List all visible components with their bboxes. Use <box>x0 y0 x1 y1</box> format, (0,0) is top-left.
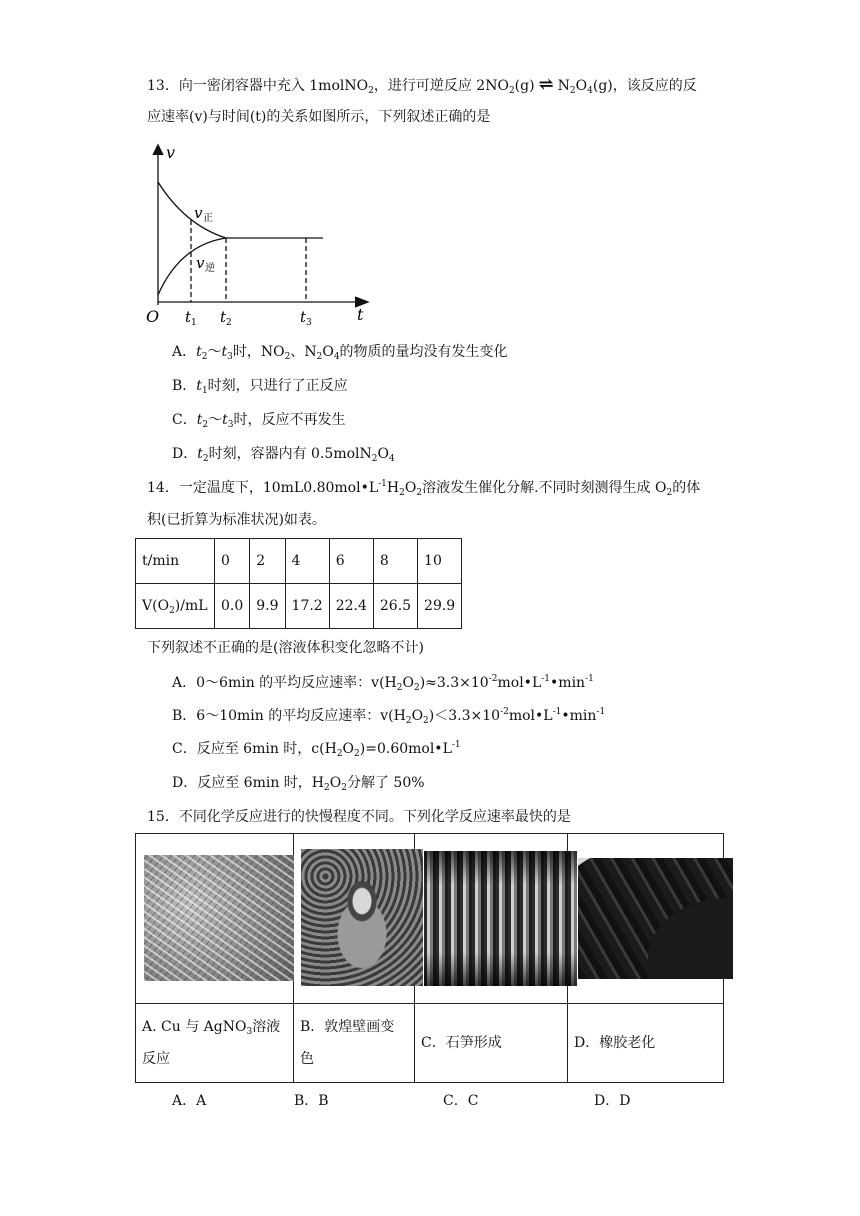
q15-stem: 15．不同化学反应进行的快慢程度不同。下列化学反应速率最快的是 <box>147 809 571 825</box>
equilibrium-arrow-icon: ⇌ <box>538 74 554 95</box>
q15-answer-d[interactable]: D．D <box>594 1093 631 1109</box>
rate-time-graph <box>140 140 380 330</box>
q15-answer-c[interactable]: C．C <box>443 1093 479 1109</box>
q14-option-d[interactable]: D．反应至 6min 时，$H_2O_2$分解了 50% <box>172 775 425 793</box>
q14-option-b[interactable]: B．6～10min 的平均反应速率：$v(H_2O_2)<3.3\times 10^{-2}mol•L^{-1}•\min^{-1}$ <box>172 707 606 726</box>
q13-option-d[interactable]: D．$t_2$时刻，容器内有 $0.5molN_2O_4$ <box>172 446 395 464</box>
table-cell: 17.2 <box>285 584 329 629</box>
v-forward-label: v <box>194 204 203 222</box>
q15-answer-a[interactable]: A．A <box>172 1093 207 1109</box>
dunhuang-mural-photo <box>301 849 423 986</box>
v-reverse-curve <box>158 238 226 295</box>
y-axis-label: v <box>166 143 176 162</box>
table-row <box>136 584 462 629</box>
q13-option-a[interactable]: A．$t_2\sim t_3$时，$NO_2$、$N_2O_4$的物质的量均没有发生变化 <box>172 344 508 362</box>
q13-option-c[interactable]: C．$t_2\sim t_3$时，反应不再发生 <box>172 412 346 430</box>
table-cell: 0 <box>215 539 250 584</box>
rubber-tire-photo <box>578 858 733 979</box>
table-cell: 0.0 <box>215 584 250 629</box>
table-header-cell: t/min <box>136 539 215 584</box>
q13-option-b[interactable]: B．$t_1$时刻，只进行了正反应 <box>172 378 348 396</box>
option-cell-a[interactable]: A. Cu 与 AgNO$_3$溶液 反应 <box>136 1004 294 1083</box>
table-row <box>136 539 462 584</box>
svg-text:2: 2 <box>226 318 232 328</box>
table-header-cell: $V(O_2)/mL$ <box>136 584 215 629</box>
q15-answer-b[interactable]: B．B <box>294 1093 329 1109</box>
x-axis-label: t <box>357 305 364 324</box>
table-cell: 2 <box>250 539 285 584</box>
v-reverse-label: v <box>196 254 205 272</box>
oxygen-volume-table <box>135 538 462 629</box>
q14-prompt: 下列叙述不正确的是(溶液体积变化忽略不计) <box>147 640 424 656</box>
table-cell: 4 <box>285 539 329 584</box>
q13-stem-line2: 应速率(v)与时间(t)的关系如图所示，下列叙述正确的是 <box>147 109 491 125</box>
table-cell: 29.9 <box>418 584 462 629</box>
svg-text:正: 正 <box>203 213 213 224</box>
svg-text:3: 3 <box>306 318 312 328</box>
table-cell: 6 <box>329 539 373 584</box>
q14-option-a[interactable]: A．0～6min 的平均反应速率：$v(H_2O_2)\approx 3.3\times 10^{-2}mol•L^{-1}•\min^{-1}$ <box>172 674 594 693</box>
q13-stem-line1: 13．向一密闭容器中充入 1molNO$_2$，进行可逆反应 $2NO_2(g)$ ⇌ $N_2O_4(g)$，该反应的反 <box>147 74 697 96</box>
option-cell-d[interactable]: D．橡胶老化 <box>568 1004 724 1083</box>
table-cell: 9.9 <box>250 584 285 629</box>
t3-label: t <box>300 308 307 326</box>
q14-stem-line1: 14．一定温度下，$10mL0.80mol•L^{-1}H_2O_2$溶液发生催化分解.不同时刻测得生成 $O_2$的体 <box>147 479 701 498</box>
option-cell-b[interactable]: B．敦煌壁画变 色 <box>294 1004 415 1083</box>
table-cell: 26.5 <box>373 584 417 629</box>
q14-option-c[interactable]: C．反应至 6min 时，$c(H_2O_2)=0.60mol•L^{-1}$ <box>172 740 461 759</box>
stalagmite-photo <box>424 851 577 986</box>
v-forward-curve <box>158 182 226 238</box>
table-cell: 10 <box>418 539 462 584</box>
table-cell: 22.4 <box>329 584 373 629</box>
t1-label: t <box>185 308 192 326</box>
q14-stem-line2: 积(已折算为标准状况)如表。 <box>147 512 326 528</box>
silver-crystal-photo <box>144 855 294 981</box>
svg-text:逆: 逆 <box>205 263 215 274</box>
table-cell: 8 <box>373 539 417 584</box>
table-row <box>136 1004 724 1083</box>
t2-label: t <box>220 308 227 326</box>
svg-text:1: 1 <box>191 318 197 328</box>
origin-label: O <box>146 307 160 326</box>
option-cell-c[interactable]: C．石笋形成 <box>415 1004 568 1083</box>
